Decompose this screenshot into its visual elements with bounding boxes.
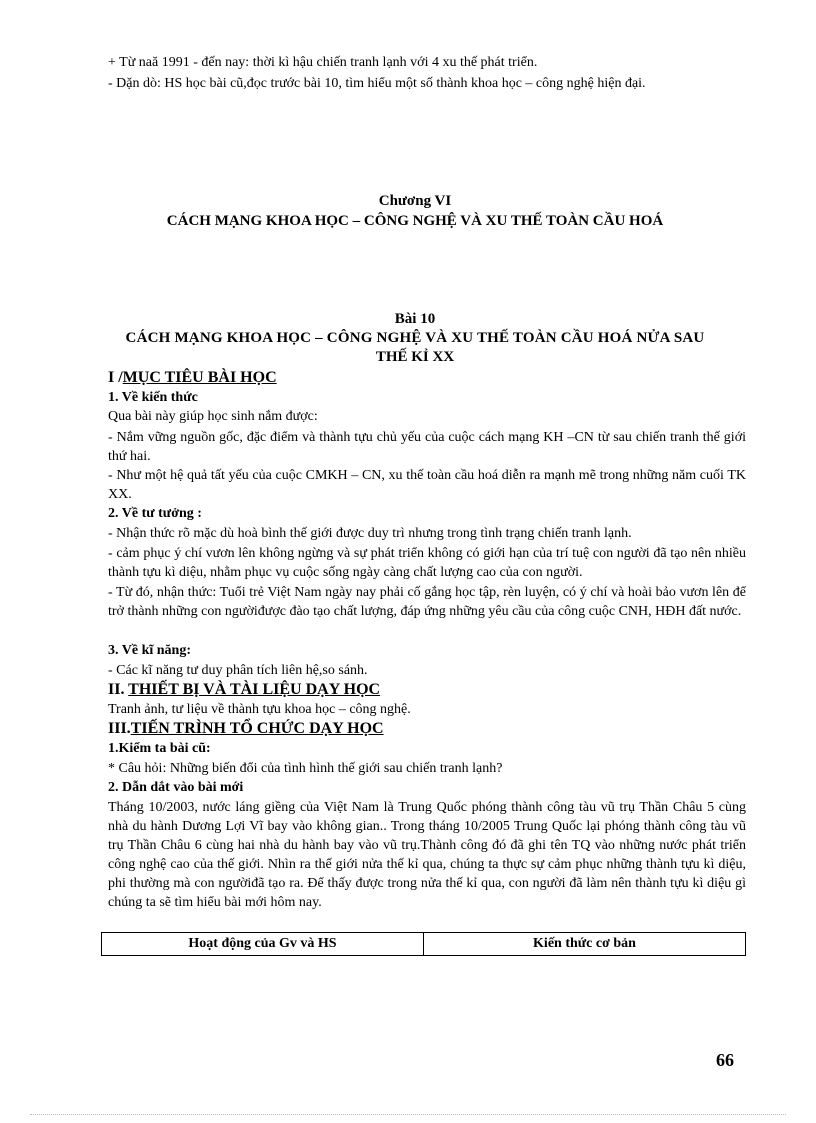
section3-title: TIẾN TRÌNH TỔ CHỨC DẠY HỌC: [130, 720, 384, 737]
table-header-activities: Hoạt động của Gv và HS: [102, 933, 424, 956]
activity-table: [101, 932, 746, 956]
table-header-knowledge: Kiến thức cơ bản: [424, 933, 746, 956]
top-line-1: + Từ naă 1991 - đến nay: thời kì hậu chiến tranh lạnh với 4 xu thế phát triển.: [108, 55, 538, 70]
intro-heading: 2. Dẫn dắt vào bài mới: [108, 780, 244, 795]
top-line-2: - Dặn dò: HS học bài cũ,đọc trước bài 10, tìm hiểu một số thành khoa học – công nghệ hiện đại.: [108, 76, 646, 91]
check-question: * Câu hỏi: Những biến đổi của tình hình thế giới sau chiến tranh lạnh?: [108, 761, 503, 776]
section2-prefix: II.: [108, 681, 129, 698]
check-heading: 1.Kiểm ta bài cũ:: [108, 741, 211, 756]
chapter-label: Chương VI: [378, 193, 452, 209]
section2-heading: [108, 680, 380, 700]
thought-item-2: - cảm phục ý chí vươn lên không ngừng và sự phát triển không có giới hạn của trí tuệ con người đã tạo nên nhiều thành tựu kì diệu, nhằm phục vụ cuộc sống ngày càng chất lượng cao của con người.: [108, 546, 746, 580]
section1-heading: [108, 368, 277, 388]
lesson-label: Bài 10: [394, 311, 436, 327]
knowledge-item-1: - Nắm vững nguồn gốc, đặc điểm và thành tựu chủ yếu của cuộc cách mạng KH –CN từ sau chiến tranh thế giới thứ hai.: [108, 430, 746, 464]
lesson-title-line1: CÁCH MẠNG KHOA HỌC – CÔNG NGHỆ VÀ XU THẾ TOÀN CẦU HOÁ NỬA SAU: [125, 330, 705, 346]
section1-prefix: I /: [108, 369, 123, 386]
page-number: 66: [716, 1050, 734, 1070]
skill-item: - Các kĩ năng tư duy phân tích liên hệ,so sánh.: [108, 663, 368, 678]
section2-text: Tranh ảnh, tư liệu về thành tựu khoa học – công nghệ.: [108, 702, 411, 717]
lesson-title-line2: THẾ KỈ XX: [375, 349, 455, 365]
knowledge-intro: Qua bài này giúp học sinh nắm được:: [108, 409, 318, 424]
section3-heading: [108, 719, 384, 739]
knowledge-heading: 1. Về kiến thức: [108, 390, 198, 405]
section2-title: THIẾT BỊ VÀ TÀI LIỆU DẠY HỌC: [128, 681, 381, 698]
section1-title: MỤC TIÊU BÀI HỌC: [122, 369, 277, 386]
skill-heading: 3. Về kĩ năng:: [108, 643, 191, 658]
thought-heading: 2. Về tư tưởng :: [108, 506, 202, 521]
section3-prefix: III.: [108, 720, 131, 737]
footer-divider: [30, 1114, 786, 1115]
knowledge-item-2: - Như một hệ quả tất yếu của cuộc CMKH – CN, xu thế toàn cầu hoá diễn ra mạnh mẽ trong những năm cuối TK XX.: [108, 468, 746, 502]
thought-item-3: - Từ đó, nhận thức: Tuổi trẻ Việt Nam ngày nay phải cố gắng học tập, rèn luyện, có ý chí và hoài bảo vươn lên để trở thành những con ngườiđược đào tạo chất lượng, đáp ứng những yêu cầu của công cuộc CNH, HĐH đất nước.: [108, 585, 746, 619]
chapter-title: CÁCH MẠNG KHOA HỌC – CÔNG NGHỆ VÀ XU THẾ TOÀN CẦU HOÁ: [166, 213, 664, 229]
table-header-row: [102, 933, 746, 956]
intro-text: Tháng 10/2003, nước láng giềng của Việt Nam là Trung Quốc phóng thành công tàu vũ trụ Thần Châu 5 cùng nhà du hành Dương Lợi Vĩ bay vào không gian.. Trong tháng 10/2005 Trung Quốc lại phóng thành công tàu vũ trụ Thần Châu 6 cùng hai nhà du hành bay vào vũ trụ.Thành công đó đã ghi tên TQ vào những nước phát triển công nghệ cao của thế giới. Nhìn ra thế giới nửa thế kỉ qua, chúng ta thực sự cảm phục những thành tựu kì diệu, phi thường mà con ngườiđã tạo ra. Để thấy được trong nửa thế kỉ qua, con người đã làm nên thành tựu kì diệu gì chúng ta sẽ tìm hiểu bài mới hôm nay.: [108, 800, 746, 910]
thought-item-1: - Nhận thức rõ mặc dù hoà bình thế giới được duy trì nhưng trong tình trạng chiến tranh lạnh.: [108, 526, 632, 541]
